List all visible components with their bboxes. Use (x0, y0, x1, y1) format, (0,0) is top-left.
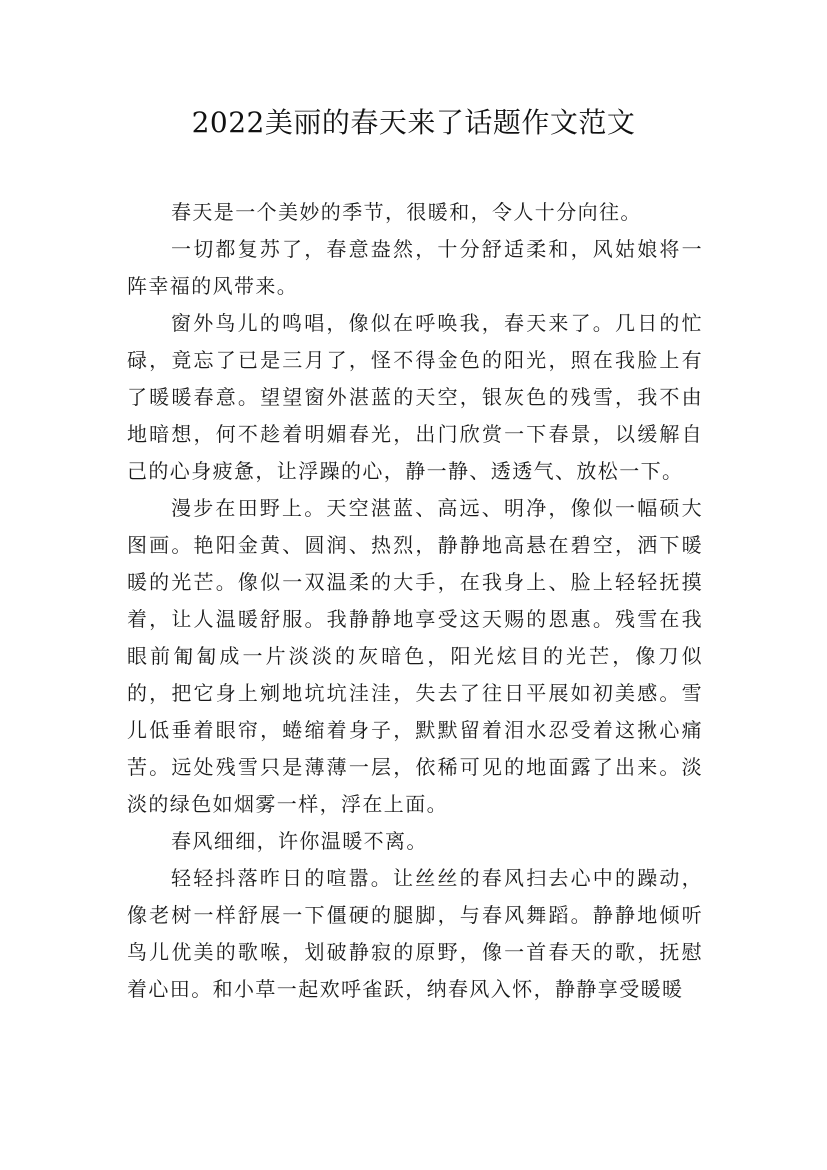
document-title: 2022美丽的春天来了话题作文范文 (191, 106, 636, 139)
paragraph-5: 春风细细，许你温暖不离。 (171, 829, 428, 853)
paragraph-2: 一切都复苏了，春意盎然，十分舒适柔和，风姑娘将一阵幸福的风带来。 (127, 237, 703, 298)
document-body (127, 194, 703, 1008)
paragraph-6: 轻轻抖落昨日的喧嚣。让丝丝的春风扫去心中的躁动，像老树一样舒展一下僵硬的腿脚，与春风舞蹈。静静地倾听鸟儿优美的歌喉，划破静寂的原野，像一首春天的歌，抚慰着心田。和小草一起欢呼雀跃，纳春风入怀，静静享受暖暖 (127, 866, 703, 1001)
paragraph-4: 漫步在田野上。天空湛蓝、高远、明净，像似一幅硕大图画。艳阳金黄、圆润、热烈，静静地高悬在碧空，洒下暖暖的光芒。像似一双温柔的大手，在我身上、脸上轻轻抚摸着，让人温暖舒服。我静静地享受这天赐的恩惠。残雪在我眼前匍匐成一片淡淡的灰暗色，阳光炫目的光芒，像刀似的，把它身上剜地坑坑洼洼，失去了往日平展如初美感。雪儿低垂着眼帘，蜷缩着身子，默默留着泪水忍受着这揪心痛苦。远处残雪只是薄薄一层，依稀可见的地面露了出来。淡淡的绿色如烟雾一样，浮在上面。 (127, 496, 703, 816)
paragraph-3: 窗外鸟儿的鸣唱，像似在呼唤我，春天来了。几日的忙碌，竟忘了已是三月了，怪不得金色的阳光，照在我脸上有了暖暖春意。望望窗外湛蓝的天空，银灰色的残雪，我不由地暗想，何不趁着明媚春光，出门欣赏一下春景，以缓解自己的心身疲惫，让浮躁的心，静一静、透透气、放松一下。 (127, 311, 703, 483)
paragraph-1: 春天是一个美妙的季节，很暖和，令人十分向往。 (171, 200, 642, 224)
